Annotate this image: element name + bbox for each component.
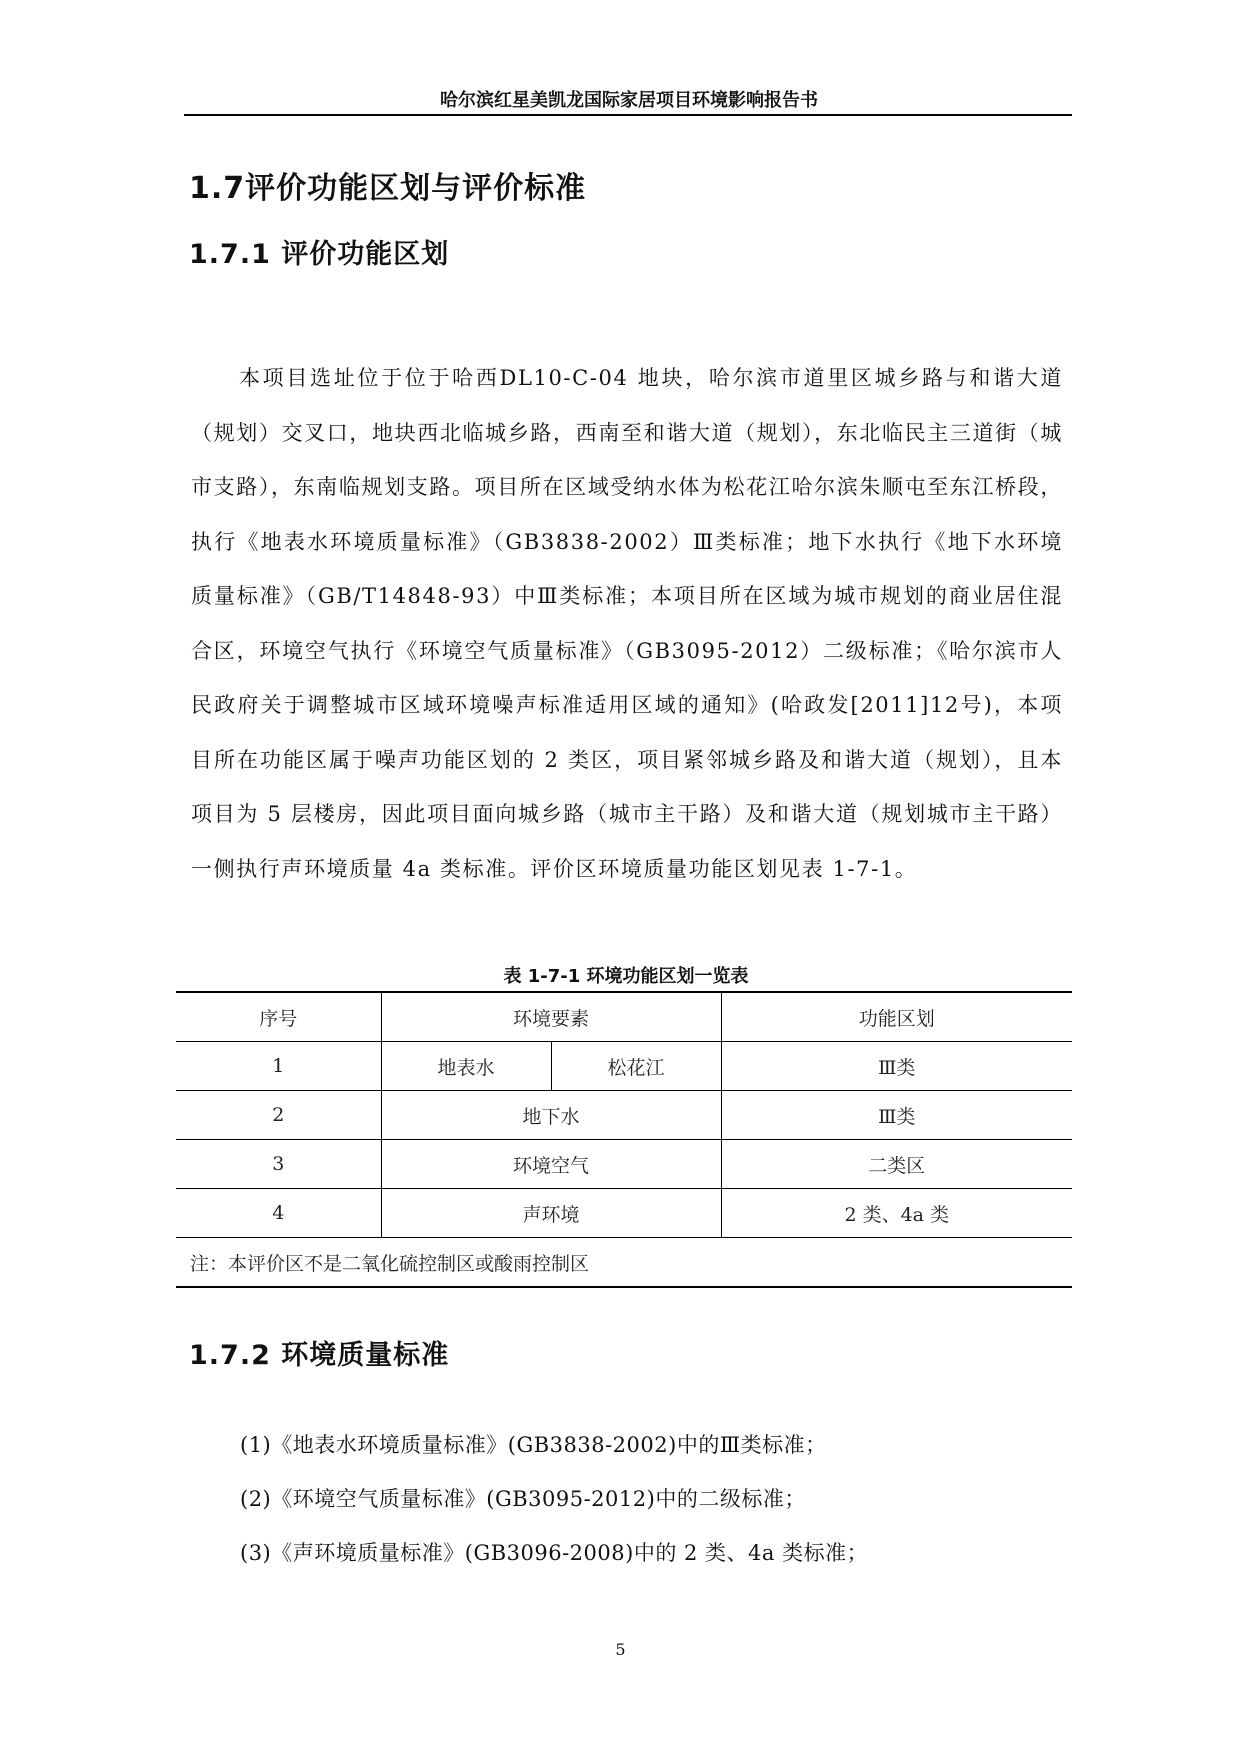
header-seq: 序号	[176, 992, 381, 1042]
header-zone: 功能区划	[721, 992, 1072, 1042]
header-element: 环境要素	[381, 992, 721, 1042]
list-item: (2)《环境空气质量标准》(GB3095-2012)中的二级标准；	[240, 1487, 806, 1511]
header-rule	[184, 114, 1072, 116]
list-item: (3)《声环境质量标准》(GB3096-2008)中的 2 类、4a 类标准；	[240, 1541, 869, 1565]
list-item: (1)《地表水环境质量标准》(GB3838-2002)中的Ⅲ类标准；	[240, 1433, 827, 1457]
cell-element: 地表水	[381, 1042, 551, 1091]
table-note: 注：本评价区不是二氧化硫控制区或酸雨控制区	[176, 1238, 1072, 1288]
cell-element: 地下水	[381, 1091, 721, 1140]
table-row	[176, 1042, 1072, 1091]
running-header: 哈尔滨红星美凯龙国际家居项目环境影响报告书	[440, 90, 818, 111]
subsection-title-2: 1.7.2 环境质量标准	[189, 1340, 450, 1371]
subsection-title-1: 1.7.1 评价功能区划	[189, 239, 450, 270]
cell-element: 声环境	[381, 1189, 721, 1238]
cell-zone: 2 类、4a 类	[721, 1189, 1072, 1238]
section-title: 1.7评价功能区划与评价标准	[189, 171, 587, 206]
table-note-row	[176, 1238, 1072, 1288]
function-zone-table	[176, 991, 1072, 1288]
table-row	[176, 1091, 1072, 1140]
cell-element: 环境空气	[381, 1140, 721, 1189]
cell-zone: 二类区	[721, 1140, 1072, 1189]
table-caption: 表 1-7-1 环境功能区划一览表	[503, 966, 749, 987]
cell-sub-element: 松花江	[551, 1042, 721, 1091]
cell-seq: 2	[176, 1091, 381, 1140]
standards-list	[240, 1418, 868, 1580]
table-row	[176, 1140, 1072, 1189]
cell-seq: 3	[176, 1140, 381, 1189]
table-header-row	[176, 992, 1072, 1042]
table-row	[176, 1189, 1072, 1238]
body-paragraph: 本项目选址位于位于哈西DL10-C-04 地块，哈尔滨市道里区城乡路与和谐大道（规划）交叉口，地块西北临城乡路，西南至和谐大道（规划），东北临民主三道街（城市支路），东南临规划支路。项目所在区域受纳水体为松花江哈尔滨朱顺屯至东江桥段，执行《地表水环境质量标准》（GB3838-2002）Ⅲ类标准；地下水执行《地下水环境质量标准》（GB/T14848-93）中Ⅲ类标准；本项目所在区域为城市规划的商业居住混合区，环境空气执行《环境空气质量标准》（GB3095-2012）二级标准；《哈尔滨市人民政府关于调整城市区域环境噪声标准适用区域的通知》(哈政发[2011]12号)，本项目所在功能区属于噪声功能区划的 2 类区，项目紧邻城乡路及和谐大道（规划），且本项目为 5 层楼房，因此项目面向城乡路（城市主干路）及和谐大道（规划城市主干路）一侧执行声环境质量 4a 类标准。评价区环境质量功能区划见表 1-7-1。	[191, 366, 1063, 881]
cell-zone: Ⅲ类	[721, 1042, 1072, 1091]
cell-zone: Ⅲ类	[721, 1091, 1072, 1140]
page-number: 5	[615, 1640, 626, 1659]
cell-seq: 4	[176, 1189, 381, 1238]
cell-seq: 1	[176, 1042, 381, 1091]
